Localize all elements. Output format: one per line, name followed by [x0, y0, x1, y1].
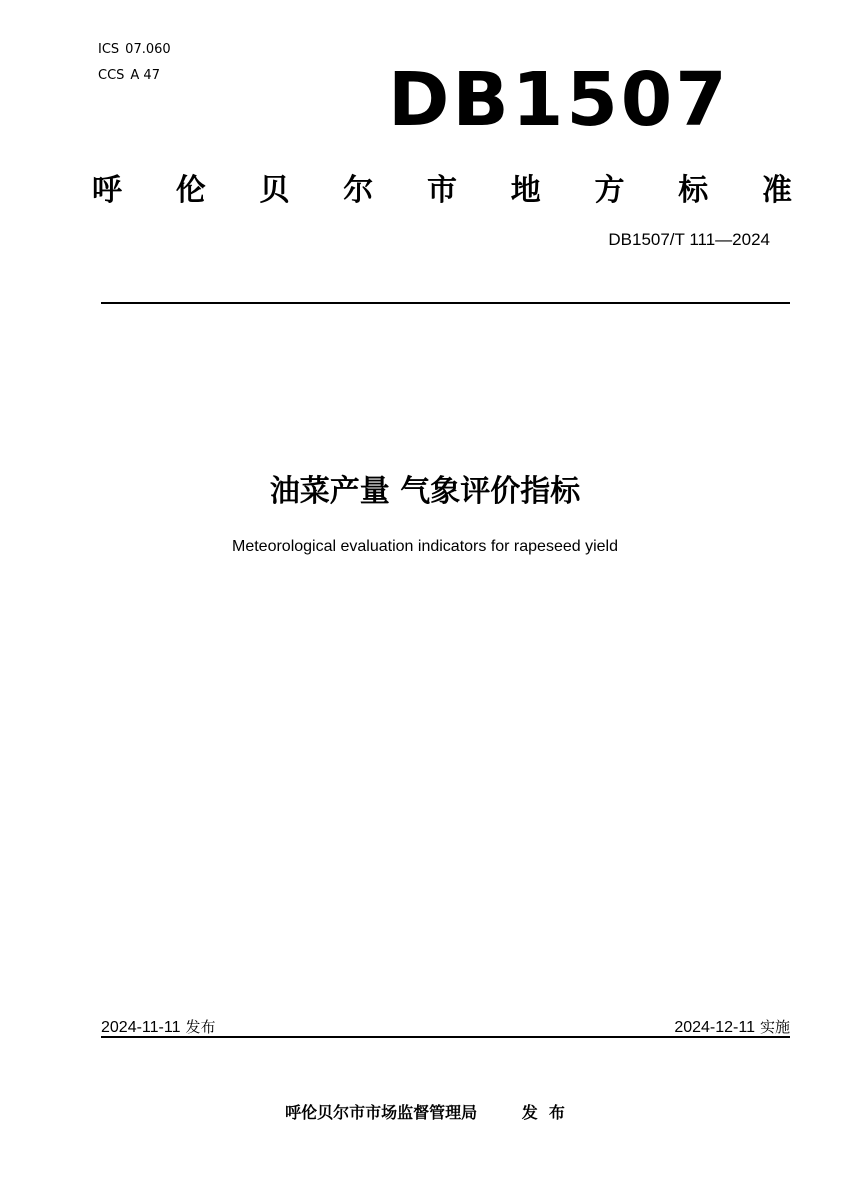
standard-type-title: [92, 162, 792, 212]
document-subtitle: Meteorological evaluation indicators for rapeseed yield: [232, 538, 618, 555]
implement-date: 2024-12-11: [674, 1019, 755, 1036]
standard-type-char: 市: [427, 173, 457, 208]
standard-type-char: 标: [678, 173, 709, 208]
document-title: 油菜产量 气象评价指标: [269, 474, 581, 509]
footer-divider: [101, 1036, 790, 1038]
implement-label: 实施: [759, 1018, 790, 1036]
issue-label: 发布: [185, 1018, 216, 1036]
standard-type-char: 尔: [343, 173, 374, 208]
standard-number: DB1507/T 111—2024: [608, 230, 770, 249]
db-standard-logo: DB1507: [388, 57, 730, 143]
ics-code: [98, 42, 171, 57]
issuer-action: 发 布: [521, 1103, 565, 1122]
ccs-label: CCS: [98, 68, 125, 83]
standard-type-char: 贝: [259, 173, 290, 208]
ics-value: 07.060: [125, 42, 171, 57]
ccs-code: [98, 68, 160, 83]
standard-type-char: 准: [762, 173, 792, 208]
issue-date: 2024-11-11: [101, 1019, 181, 1036]
ics-label: ICS: [98, 42, 120, 57]
standard-type-char: 方: [594, 173, 625, 208]
issue-date-line: [101, 1016, 215, 1037]
issuer-name: 呼伦贝尔市市场监督管理局: [285, 1103, 478, 1122]
header-divider: [101, 302, 790, 304]
ccs-value: A 47: [130, 68, 160, 83]
standard-type-char: 伦: [175, 173, 206, 208]
issuer-line: [0, 1100, 850, 1123]
standard-type-char: 呼: [92, 173, 122, 208]
implement-date-line: [674, 1016, 790, 1037]
standard-type-char: 地: [510, 173, 541, 208]
